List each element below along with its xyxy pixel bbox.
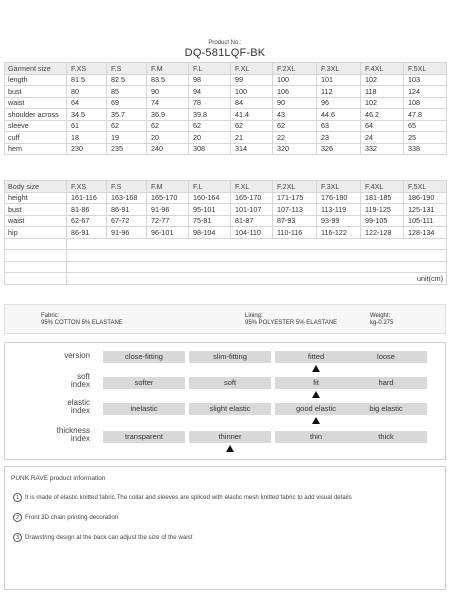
table-row bbox=[5, 97, 447, 109]
size-value-cell: 326 bbox=[317, 143, 361, 155]
size-value-cell: 62 bbox=[147, 120, 189, 132]
lining-label: Lining: bbox=[245, 313, 263, 319]
table-row bbox=[5, 204, 447, 216]
size-value-cell: 165-170 bbox=[147, 192, 189, 204]
index-option: good elastic bbox=[275, 403, 357, 415]
size-value-cell: F.4XL bbox=[361, 63, 404, 75]
size-value-cell: 24 bbox=[361, 132, 404, 144]
empty-row bbox=[5, 250, 447, 262]
index-option: transparent bbox=[103, 431, 185, 443]
size-value-cell: 20 bbox=[147, 132, 189, 144]
empty-cell bbox=[5, 261, 67, 273]
selected-arrow-icon bbox=[226, 445, 234, 452]
size-value-cell: 91-96 bbox=[107, 227, 147, 239]
size-value-cell: 100 bbox=[273, 74, 317, 86]
size-value-cell: 47.8 bbox=[404, 109, 447, 121]
fabric-value: 95% COTTON 5% ELASTANE bbox=[41, 320, 123, 326]
table-row bbox=[5, 109, 447, 121]
empty-cell bbox=[5, 250, 67, 262]
size-value-cell: 165-170 bbox=[231, 192, 273, 204]
size-value-cell: F.S bbox=[107, 63, 147, 75]
size-value-cell: 163-168 bbox=[107, 192, 147, 204]
size-value-cell: 65 bbox=[404, 120, 447, 132]
size-value-cell: 90 bbox=[147, 86, 189, 98]
size-value-cell: 85 bbox=[107, 86, 147, 98]
row-label-cell: shoulder across bbox=[5, 109, 67, 121]
index-option: inelastic bbox=[103, 403, 185, 415]
empty-cell bbox=[5, 238, 67, 250]
size-value-cell: 186-190 bbox=[404, 192, 447, 204]
info-item bbox=[13, 493, 352, 502]
size-value-cell: 22 bbox=[273, 132, 317, 144]
size-value-cell: 90 bbox=[273, 97, 317, 109]
size-value-cell: F.M bbox=[147, 63, 189, 75]
empty-row bbox=[5, 261, 447, 273]
row-label-cell: Garment size bbox=[5, 63, 67, 75]
size-value-cell: 86-91 bbox=[107, 204, 147, 216]
size-value-cell: 35.7 bbox=[107, 109, 147, 121]
row-label-cell: waist bbox=[5, 97, 67, 109]
size-value-cell: 107-113 bbox=[273, 204, 317, 216]
index-label bbox=[67, 399, 90, 415]
circled-number-icon: 2 bbox=[13, 513, 22, 522]
size-value-cell: 64 bbox=[361, 120, 404, 132]
size-value-cell: 314 bbox=[231, 143, 273, 155]
size-value-cell: 102 bbox=[361, 97, 404, 109]
index-option: close-fitting bbox=[103, 351, 185, 363]
index-label-line: index bbox=[70, 380, 90, 389]
size-value-cell: 44.6 bbox=[317, 109, 361, 121]
size-value-cell: F.XS bbox=[67, 63, 107, 75]
size-value-cell: 74 bbox=[147, 97, 189, 109]
row-label-cell: bust bbox=[5, 86, 67, 98]
size-value-cell: 19 bbox=[107, 132, 147, 144]
table-row bbox=[5, 74, 447, 86]
index-label bbox=[57, 427, 90, 443]
size-value-cell: 41.4 bbox=[231, 109, 273, 121]
size-value-cell: 81.5 bbox=[67, 74, 107, 86]
table-row bbox=[5, 86, 447, 98]
selected-arrow-icon bbox=[312, 417, 320, 424]
size-value-cell: 108 bbox=[404, 97, 447, 109]
info-item-text: Front 3D chain printing decoration bbox=[25, 514, 119, 522]
unit-cell: unit(cm) bbox=[67, 273, 447, 285]
size-value-cell: 106 bbox=[273, 86, 317, 98]
size-value-cell: 124 bbox=[404, 86, 447, 98]
size-value-cell: F.4XL bbox=[361, 181, 404, 193]
index-option: soft bbox=[189, 377, 271, 389]
garment-index-panel bbox=[4, 342, 446, 460]
body-size-table bbox=[4, 180, 447, 285]
size-value-cell: 104-110 bbox=[231, 227, 273, 239]
size-value-cell: 93-99 bbox=[317, 215, 361, 227]
info-item-text: Drawstring design at the back can adjust the size of the waist bbox=[25, 534, 193, 542]
product-number-label: Product No.: bbox=[208, 40, 242, 46]
index-option: fitted bbox=[275, 351, 357, 363]
weight-value: kg-0.275 bbox=[370, 320, 394, 326]
size-value-cell: 122-128 bbox=[361, 227, 404, 239]
table-row bbox=[5, 143, 447, 155]
empty-cell bbox=[67, 261, 447, 273]
lining-block bbox=[245, 313, 337, 327]
size-value-cell: 230 bbox=[67, 143, 107, 155]
index-option: thick bbox=[345, 431, 427, 443]
index-option: big elastic bbox=[345, 403, 427, 415]
size-value-cell: F.2XL bbox=[273, 181, 317, 193]
info-item-text: It is made of elastic knitted fabric.The collar and sleeves are spliced with elastic mesh knitted fabric to add visual details bbox=[25, 494, 352, 502]
size-value-cell: 110-116 bbox=[273, 227, 317, 239]
size-value-cell: 95-101 bbox=[189, 204, 231, 216]
selected-arrow-icon bbox=[312, 365, 320, 372]
size-value-cell: 62 bbox=[107, 120, 147, 132]
index-option: fit bbox=[275, 377, 357, 389]
size-value-cell: 103 bbox=[404, 74, 447, 86]
size-value-cell: 46.2 bbox=[361, 109, 404, 121]
size-value-cell: 61 bbox=[67, 120, 107, 132]
row-label-cell: cuff bbox=[5, 132, 67, 144]
size-value-cell: 75-81 bbox=[189, 215, 231, 227]
size-value-cell: 160-164 bbox=[189, 192, 231, 204]
product-header bbox=[0, 40, 450, 59]
size-value-cell: 21 bbox=[231, 132, 273, 144]
row-label-cell: bust bbox=[5, 204, 67, 216]
row-label-cell: Body size bbox=[5, 181, 67, 193]
size-value-cell: 171-175 bbox=[273, 192, 317, 204]
size-value-cell: 86-91 bbox=[67, 227, 107, 239]
index-option: slight elastic bbox=[189, 403, 271, 415]
empty-cell bbox=[67, 238, 447, 250]
empty-cell bbox=[5, 273, 67, 285]
size-value-cell: F.3XL bbox=[317, 63, 361, 75]
size-value-cell: F.XS bbox=[67, 181, 107, 193]
size-value-cell: 332 bbox=[361, 143, 404, 155]
size-value-cell: 62 bbox=[189, 120, 231, 132]
table-row bbox=[5, 120, 447, 132]
size-value-cell: 20 bbox=[189, 132, 231, 144]
empty-cell bbox=[67, 250, 447, 262]
size-value-cell: F.S bbox=[107, 181, 147, 193]
size-value-cell: F.M bbox=[147, 181, 189, 193]
size-value-cell: F.L bbox=[189, 63, 231, 75]
size-value-cell: 125-131 bbox=[404, 204, 447, 216]
size-value-cell: 81-86 bbox=[67, 204, 107, 216]
size-value-cell: 34.5 bbox=[67, 109, 107, 121]
index-option: thin bbox=[275, 431, 357, 443]
fabric-info-panel bbox=[4, 304, 446, 334]
size-value-cell: 96-101 bbox=[147, 227, 189, 239]
size-value-cell: 18 bbox=[67, 132, 107, 144]
info-item bbox=[13, 513, 118, 522]
size-value-cell: F.XL bbox=[231, 63, 273, 75]
size-value-cell: 98-104 bbox=[189, 227, 231, 239]
table-header-row bbox=[5, 63, 447, 75]
size-value-cell: 235 bbox=[107, 143, 147, 155]
index-label-line: soft bbox=[77, 372, 90, 381]
table-row bbox=[5, 215, 447, 227]
info-item bbox=[13, 533, 193, 542]
size-value-cell: 94 bbox=[189, 86, 231, 98]
table-row bbox=[5, 227, 447, 239]
size-value-cell: 63 bbox=[317, 120, 361, 132]
size-value-cell: F.L bbox=[189, 181, 231, 193]
size-value-cell: F.5XL bbox=[404, 63, 447, 75]
size-value-cell: 23 bbox=[317, 132, 361, 144]
product-information-panel bbox=[4, 466, 446, 590]
size-value-cell: 105-111 bbox=[404, 215, 447, 227]
index-option: softer bbox=[103, 377, 185, 389]
size-value-cell: F.2XL bbox=[273, 63, 317, 75]
size-value-cell: 82.5 bbox=[107, 74, 147, 86]
row-label-cell: length bbox=[5, 74, 67, 86]
size-value-cell: 102 bbox=[361, 74, 404, 86]
size-value-cell: 100 bbox=[231, 86, 273, 98]
size-value-cell: 176-180 bbox=[317, 192, 361, 204]
size-value-cell: 338 bbox=[404, 143, 447, 155]
garment-size-table bbox=[4, 62, 447, 155]
size-value-cell: 320 bbox=[273, 143, 317, 155]
index-option: loose bbox=[345, 351, 427, 363]
table-row bbox=[5, 192, 447, 204]
size-value-cell: 83.5 bbox=[147, 74, 189, 86]
size-value-cell: 101-107 bbox=[231, 204, 273, 216]
size-value-cell: 119-125 bbox=[361, 204, 404, 216]
size-value-cell: 161-116 bbox=[67, 192, 107, 204]
size-value-cell: 116-122 bbox=[317, 227, 361, 239]
index-label-line: elastic bbox=[67, 398, 90, 407]
size-value-cell: 80 bbox=[67, 86, 107, 98]
empty-row bbox=[5, 238, 447, 250]
size-value-cell: 87-93 bbox=[273, 215, 317, 227]
size-value-cell: 240 bbox=[147, 143, 189, 155]
row-label-cell: height bbox=[5, 192, 67, 204]
weight-label: Weight: bbox=[370, 313, 391, 319]
index-label bbox=[64, 352, 90, 360]
row-label-cell: hip bbox=[5, 227, 67, 239]
weight-block bbox=[370, 313, 393, 327]
index-option: thinner bbox=[189, 431, 271, 443]
empty-row bbox=[5, 273, 447, 285]
table-header-row bbox=[5, 181, 447, 193]
size-value-cell: 112 bbox=[317, 86, 361, 98]
size-value-cell: F.XL bbox=[231, 181, 273, 193]
index-option: hard bbox=[345, 377, 427, 389]
size-value-cell: F.3XL bbox=[317, 181, 361, 193]
size-value-cell: 43 bbox=[273, 109, 317, 121]
size-value-cell: 308 bbox=[189, 143, 231, 155]
lining-value: 95% POLYESTER 5% ELASTANE bbox=[245, 320, 338, 326]
index-option: slim-fitting bbox=[189, 351, 271, 363]
size-value-cell: 99-105 bbox=[361, 215, 404, 227]
size-value-cell: 98 bbox=[189, 74, 231, 86]
size-value-cell: 72-77 bbox=[147, 215, 189, 227]
circled-number-icon: 3 bbox=[13, 533, 22, 542]
size-value-cell: 118 bbox=[361, 86, 404, 98]
selected-arrow-icon bbox=[312, 391, 320, 398]
index-label-line: version bbox=[64, 351, 90, 360]
size-value-cell: 128-134 bbox=[404, 227, 447, 239]
size-value-cell: 62-67 bbox=[67, 215, 107, 227]
size-value-cell: 181-185 bbox=[361, 192, 404, 204]
fabric-label: Fabric: bbox=[41, 313, 60, 319]
info-title: PUNK RAVE product information bbox=[11, 475, 106, 482]
size-value-cell: 67-72 bbox=[107, 215, 147, 227]
size-value-cell: 78 bbox=[189, 97, 231, 109]
size-value-cell: 91-96 bbox=[147, 204, 189, 216]
size-value-cell: 84 bbox=[231, 97, 273, 109]
index-label-line: index bbox=[70, 434, 90, 443]
circled-number-icon: 1 bbox=[13, 493, 22, 502]
size-value-cell: 81-87 bbox=[231, 215, 273, 227]
row-label-cell: sleeve bbox=[5, 120, 67, 132]
row-label-cell: hem bbox=[5, 143, 67, 155]
size-value-cell: 62 bbox=[273, 120, 317, 132]
size-value-cell: F.5XL bbox=[404, 181, 447, 193]
size-value-cell: 101 bbox=[317, 74, 361, 86]
size-value-cell: 25 bbox=[404, 132, 447, 144]
size-value-cell: 64 bbox=[67, 97, 107, 109]
row-label-cell: waist bbox=[5, 215, 67, 227]
index-label-line: index bbox=[70, 406, 90, 415]
fabric-block bbox=[41, 313, 123, 327]
product-code: DQ-581LQF-BK bbox=[184, 47, 266, 59]
size-value-cell: 36.9 bbox=[147, 109, 189, 121]
index-label-line: thickness bbox=[56, 426, 90, 435]
size-value-cell: 96 bbox=[317, 97, 361, 109]
index-label bbox=[71, 373, 90, 389]
size-value-cell: 39.8 bbox=[189, 109, 231, 121]
size-value-cell: 99 bbox=[231, 74, 273, 86]
size-value-cell: 62 bbox=[231, 120, 273, 132]
table-row bbox=[5, 132, 447, 144]
size-value-cell: 113-119 bbox=[317, 204, 361, 216]
size-value-cell: 69 bbox=[107, 97, 147, 109]
